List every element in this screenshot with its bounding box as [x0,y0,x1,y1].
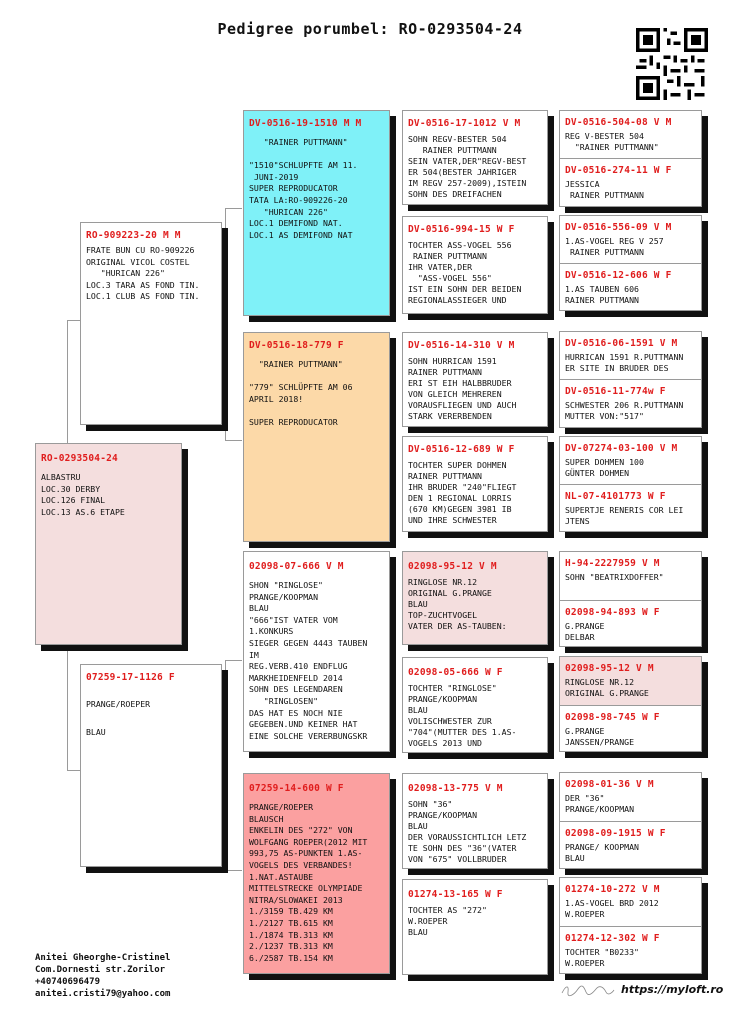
pigeon-details: FRATE BUN CU RO-909226 ORIGINAL VICOL COSTEL "HURICAN 226" LOC.3 TARA AS FOND TIN. LOC.1 CLUB AS FOND TIN. [86,245,200,302]
connector-line [67,320,68,450]
gen4-box[interactable] [402,551,548,645]
pigeon-details: JESSICA RAINER PUTTMANN [565,179,644,200]
gen3-box[interactable] [243,332,390,542]
pigeon-details: PRANGE/ROEPER BLAUSCH ENKELIN DES "272" VON WOLFGANG ROEPER(2012 MIT 993,75 AS-PUNKTEN 1.AS- VOGELS DES VERBANDES! 1.NAT.ASTAUBE MITTELSTRECKE OLYMPIADE NITRA/SLOWAKEI 2013 1./3159 TB.429 KM 1./2127 TB.615 KM 1./1874 TB.313 KM 2./1237 TB.313 KM 6./2587 TB.154 KM [249,802,368,963]
gen5-entry [560,773,701,821]
gen5-entry [560,600,701,646]
owner-info [35,952,170,1000]
ring-number: DV-0516-12-606 W F [565,270,672,281]
ring-number: DV-0516-274-11 W F [565,165,672,176]
ring-number: 02098-09-1915 W F [565,828,666,839]
gen5-entry [560,332,701,379]
gen5-pair-box[interactable] [559,772,702,869]
connector-line [225,870,242,871]
ring-number: DV-0516-12-689 W F [408,444,515,455]
gen5-entry [560,437,701,484]
gen3-box[interactable] [243,773,390,974]
gen5-entry [560,379,701,427]
pigeon-details: G.PRANGE DELBAR [565,621,605,642]
pigeon-details: TOCHTER SUPER DOHMEN RAINER PUTTMANN IHR BRUDER "240"FLIEGT DEN 1 REGIONAL LORRIS (670 KM)GEGEN 3981 IB UND IHRE SCHWESTER [408,460,517,525]
gen5-entry [560,263,701,310]
website-link[interactable]: https://myloft.ro [621,983,724,996]
ring-number: NL-07-4101773 W F [565,491,666,502]
ring-number: 07259-17-1126 F [86,672,175,683]
pigeon-details: TOCHTER ASS-VOGEL 556 RAINER PUTTMANN IHR VATER,DER "ASS-VOGEL 556" IST EIN SOHN DER BEIDEN REGIONALASSIEGER UND [408,240,522,305]
pigeon-details: HURRICAN 1591 R.PUTTMANN ER SITE IN BRUDER DES [565,352,684,373]
owner-phone: +40740696479 [35,977,101,987]
pigeon-details: SOHN "BEATRIXDOFFER" [565,572,664,582]
ring-number: DV-0516-06-1591 V M [565,338,678,349]
pigeon-details: SOHN "36" PRANGE/KOOPMAN BLAU DER VORAUSSICHTLICH LETZ TE SOHN DES "36"(VATER VON "675" VOLLBRUDER [408,799,527,864]
qr-code-icon [636,28,708,100]
ring-number: 02098-07-666 V M [249,561,344,572]
ring-number: DV-0516-994-15 W F [408,224,515,235]
ring-number: DV-0516-14-310 V M [408,340,515,351]
gen4-box[interactable] [402,216,548,314]
page-title: Pedigree porumbel: RO-0293504-24 [217,20,523,38]
pigeon-details: TOCHTER AS "272" W.ROEPER BLAU [408,905,487,937]
owner-name: Anitei Gheorghe-Cristinel [35,953,171,963]
ring-number: DV-0516-18-779 F [249,340,344,351]
gen4-box[interactable] [402,110,548,205]
connector-line [225,208,242,209]
gen5-pair-box[interactable] [559,436,702,532]
gen4-box[interactable] [402,773,548,869]
ring-number: DV-0516-19-1510 M M [249,118,362,129]
gen3-box[interactable] [243,551,390,752]
ring-number: H-94-2227959 V M [565,558,660,569]
connector-line [67,645,68,770]
ring-number: 02098-95-12 V M [565,663,654,674]
pigeon-details: SOHN HURRICAN 1591 RAINER PUTTMANN ERI ST EIH HALBBRUDER VON GLEICH MEHREREN VORAUSFLIEGEN UND AUCH STARK VERERBENDEN [408,356,517,421]
gen5-entry [560,878,701,926]
pigeon-details: 1.AS TAUBEN 606 RAINER PUTTMANN [565,284,639,305]
ring-number: 01274-10-272 V M [565,884,660,895]
gen5-entry [560,216,701,263]
pigeon-details: PRANGE/ROEPER BLAU [86,699,151,737]
signature-icon [560,983,616,997]
ring-number: RO-0293504-24 [41,453,118,464]
gen4-box[interactable] [402,436,548,532]
pigeon-details: SHON "RINGLOSE" PRANGE/KOOPMAN BLAU "666"IST VATER VOM 1.KONKURS SIEGER GEGEN 4443 TAUBEN IM REG.VERB.410 ENDFLUG MARKHEIDENFELD 2014 SOHN DES LEGENDAREN "RINGLOSEN" DAS HAT ES NOCH NIE GEGEBEN.UND KEINER HAT EINE SOLCHE VERERBUNGSKR [249,580,368,741]
ring-number: 02098-95-12 V M [408,561,497,572]
owner-address: Com.Dornesti str.Zorilor [35,965,166,975]
pigeon-details: TOCHTER "B0233" W.ROEPER [565,947,639,968]
pigeon-details: SCHWESTER 206 R.PUTTMANN MUTTER VON:"517" [565,400,684,421]
pigeon-details: RINGLOSE NR.12 ORIGINAL G.PRANGE [565,677,649,698]
gen4-box[interactable] [402,657,548,753]
ring-number: DV-0516-11-774w F [565,386,666,397]
pigeon-details: SUPERTJE RENERIS COR LEI JTENS [565,505,684,526]
pigeon-details: DER "36" PRANGE/KOOPMAN [565,793,635,814]
connector-line [67,770,80,771]
connector-line [225,660,242,661]
connector-line [225,208,226,440]
gen4-box[interactable] [402,879,548,975]
gen5-pair-box[interactable] [559,110,702,207]
gen5-entry [560,158,701,206]
gen5-entry [560,705,701,751]
gen3-box[interactable] [243,110,390,316]
ring-number: RO-909223-20 M M [86,230,181,241]
gen5-entry [560,926,701,973]
gen5-pair-box[interactable] [559,551,702,647]
gen5-entry [560,821,701,868]
ring-number: DV-0516-17-1012 V M [408,118,521,129]
gen5-entry [560,657,701,705]
ring-number: 02098-13-775 V M [408,783,503,794]
ring-number: 02098-98-745 W F [565,712,660,723]
connector-line [67,320,80,321]
ring-number: 02098-01-36 V M [565,779,654,790]
gen4-box[interactable] [402,332,548,427]
gen5-pair-box[interactable] [559,656,702,752]
owner-email[interactable]: anitei.cristi79@yahoo.com [35,989,171,999]
pigeon-details: "RAINER PUTTMANN" "1510"SCHLUPFTE AM 11. JUNI-2019 SUPER REPRODUCATOR TATA LA:RO-909226-20 "HURICAN 226" LOC.1 DEMIFOND NAT. LOC.1 AS DEMIFOND NAT [249,137,358,240]
pigeon-details: 1.AS-VOGEL BRD 2012 W.ROEPER [565,898,659,919]
ring-number: 02098-94-893 W F [565,607,660,618]
connector-line [225,660,226,870]
pigeon-details: TOCHTER "RINGLOSE" PRANGE/KOOPMAN BLAU VOLISCHWESTER ZUR "704"(MUTTER DES 1.AS- VOGELS 2013 UND [408,683,517,748]
dam-box[interactable] [80,664,222,867]
gen5-entry [560,111,701,158]
ring-number: DV-0516-556-09 V M [565,222,672,233]
ring-number: 01274-13-165 W F [408,889,503,900]
ring-number: DV-07274-03-100 V M [565,443,678,454]
ring-number: DV-0516-504-08 V M [565,117,672,128]
pigeon-details: "RAINER PUTTMANN" "779" SCHLÜPFTE AM 06 APRIL 2018! SUPER REPRODUCATOR [249,359,353,427]
pigeon-details: PRANGE/ KOOPMAN BLAU [565,842,639,863]
pigeon-details: SUPER DOHMEN 100 GÜNTER DOHMEN [565,457,644,478]
subject-box[interactable] [35,443,182,645]
ring-number: 07259-14-600 W F [249,783,344,794]
ring-number: 02098-05-666 W F [408,667,503,678]
gen5-entry [560,484,701,531]
ring-number: 01274-12-302 W F [565,933,660,944]
connector-line [225,440,242,441]
pigeon-details: RINGLOSE NR.12 ORIGINAL G.PRANGE BLAU TOP-ZUCHTVOGEL VATER DER AS-TAUBEN: [408,577,507,631]
gen5-pair-box[interactable] [559,877,702,974]
gen5-pair-box[interactable] [559,331,702,428]
gen5-pair-box[interactable] [559,215,702,311]
pigeon-details: SOHN REGV-BESTER 504 RAINER PUTTMANN SEIN VATER,DER"REGV-BEST ER 504(BESTER JAHRIGER IM REGV 257-2009),ISTEIN SOHN DES DREIFACHEN [408,134,527,199]
pigeon-details: REG V-BESTER 504 "RAINER PUTTMANN" [565,131,659,152]
gen5-entry [560,552,701,600]
pigeon-details: ALBASTRU LOC.30 DERBY LOC.126 FINAL LOC.13 AS.6 ETAPE [41,472,125,517]
pigeon-details: G.PRANGE JANSSEN/PRANGE [565,726,635,747]
sire-box[interactable] [80,222,222,425]
pigeon-details: 1.AS-VOGEL REG V 257 RAINER PUTTMANN [565,236,664,257]
